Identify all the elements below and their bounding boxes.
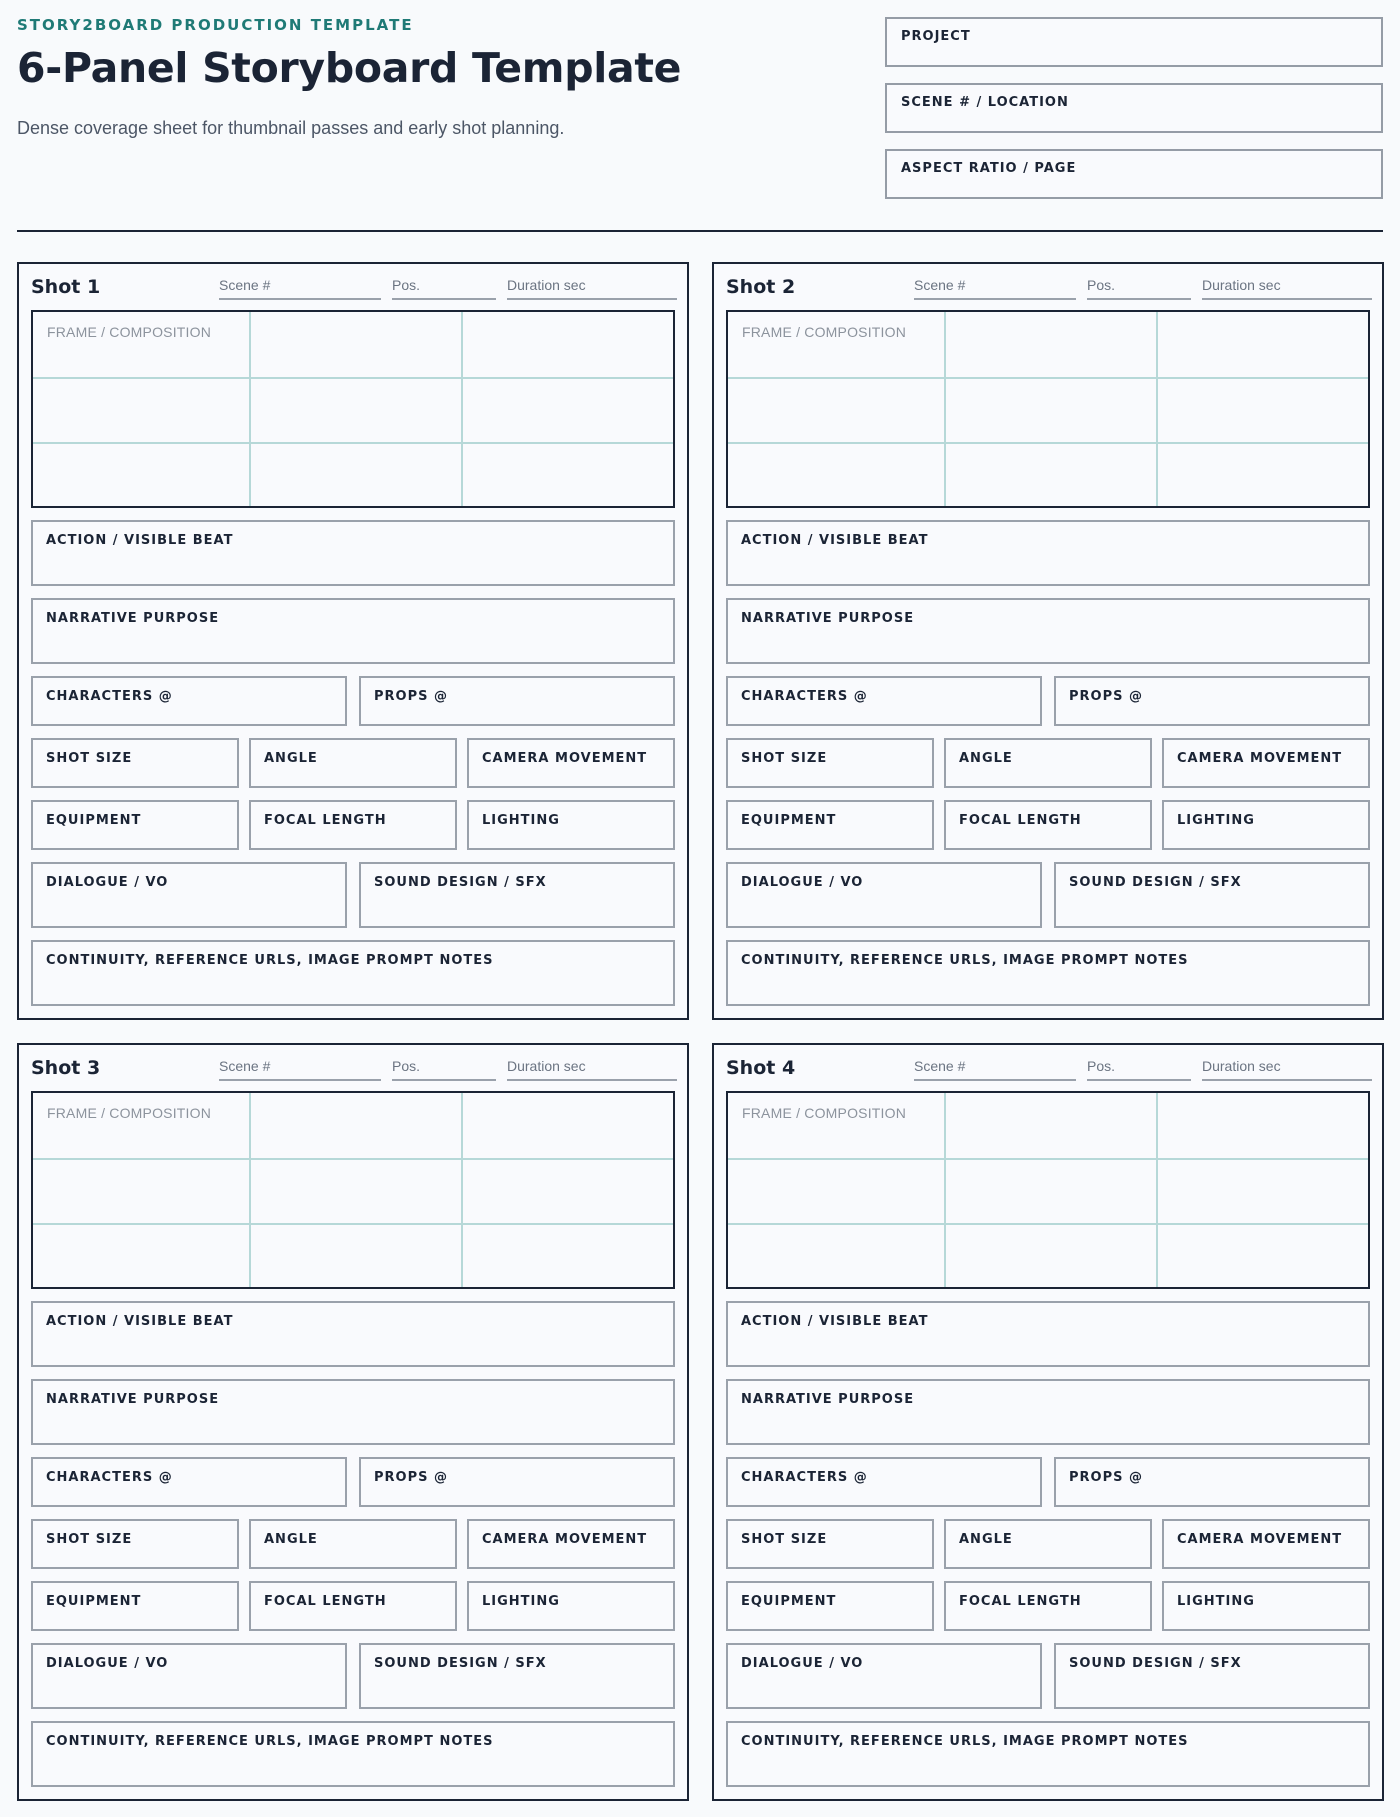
grid-line-vertical xyxy=(1156,312,1158,506)
lighting-field-label: LIGHTING xyxy=(1177,813,1255,828)
shot-size-field[interactable] xyxy=(726,738,934,788)
equipment-field-label: EQUIPMENT xyxy=(741,813,837,828)
props-field-label: PROPS @ xyxy=(374,689,449,704)
action-field[interactable] xyxy=(726,520,1370,586)
aspect-ratio-page-field[interactable] xyxy=(885,149,1383,199)
focal-length-field[interactable] xyxy=(249,800,457,850)
position-field[interactable] xyxy=(392,1055,496,1081)
dialogue-field[interactable] xyxy=(31,862,347,928)
grid-line-horizontal xyxy=(33,1158,673,1160)
grid-line-horizontal xyxy=(33,377,673,379)
angle-field-label: ANGLE xyxy=(264,751,318,766)
grid-line-vertical xyxy=(461,312,463,506)
sound-design-field-label: SOUND DESIGN / SFX xyxy=(374,1656,547,1671)
dialogue-field[interactable] xyxy=(726,862,1042,928)
duration-field[interactable] xyxy=(507,1055,677,1081)
shot-size-field-label: SHOT SIZE xyxy=(46,1532,133,1547)
characters-field-label: CHARACTERS @ xyxy=(46,689,173,704)
dialogue-field[interactable] xyxy=(31,1643,347,1709)
action-field-label: ACTION / VISIBLE BEAT xyxy=(46,1314,234,1329)
narrative-field-label: NARRATIVE PURPOSE xyxy=(741,611,915,626)
shot-size-field-label: SHOT SIZE xyxy=(46,751,133,766)
action-field[interactable] xyxy=(31,520,675,586)
continuity-notes-field-label: CONTINUITY, REFERENCE URLS, IMAGE PROMPT NOTES xyxy=(46,953,494,968)
equipment-field[interactable] xyxy=(31,800,239,850)
sound-design-field-label: SOUND DESIGN / SFX xyxy=(374,875,547,890)
focal-length-field-label: FOCAL LENGTH xyxy=(959,813,1082,828)
camera-movement-field[interactable] xyxy=(1162,1519,1370,1569)
camera-movement-field-label: CAMERA MOVEMENT xyxy=(1177,751,1343,766)
scene-number-field-label: Scene # xyxy=(914,277,966,293)
lighting-field-label: LIGHTING xyxy=(1177,1594,1255,1609)
angle-field-label: ANGLE xyxy=(959,1532,1013,1547)
action-field[interactable] xyxy=(726,1301,1370,1367)
angle-field-label: ANGLE xyxy=(264,1532,318,1547)
camera-movement-field[interactable] xyxy=(1162,738,1370,788)
camera-movement-field[interactable] xyxy=(467,1519,675,1569)
duration-field-label: Duration sec xyxy=(507,277,586,293)
characters-field-label: CHARACTERS @ xyxy=(741,689,868,704)
props-field-label: PROPS @ xyxy=(374,1470,449,1485)
sound-design-field[interactable] xyxy=(359,862,675,928)
template-eyebrow: STORY2BOARD PRODUCTION TEMPLATE xyxy=(17,16,414,34)
shot-panel-2 xyxy=(712,262,1384,1020)
characters-field[interactable] xyxy=(726,676,1042,726)
sound-design-field[interactable] xyxy=(359,1643,675,1709)
duration-field-label: Duration sec xyxy=(507,1058,586,1074)
equipment-field-label: EQUIPMENT xyxy=(741,1594,837,1609)
shot-size-field[interactable] xyxy=(31,738,239,788)
position-field[interactable] xyxy=(392,274,496,300)
continuity-notes-field-label: CONTINUITY, REFERENCE URLS, IMAGE PROMPT NOTES xyxy=(741,1734,1189,1749)
scene-number-field[interactable] xyxy=(219,274,381,300)
narrative-field[interactable] xyxy=(31,1379,675,1445)
dialogue-field[interactable] xyxy=(726,1643,1042,1709)
lighting-field[interactable] xyxy=(1162,800,1370,850)
duration-field-label: Duration sec xyxy=(1202,277,1281,293)
lighting-field-label: LIGHTING xyxy=(482,1594,560,1609)
narrative-field-label: NARRATIVE PURPOSE xyxy=(741,1392,915,1407)
lighting-field-label: LIGHTING xyxy=(482,813,560,828)
scene-number-field[interactable] xyxy=(914,274,1076,300)
narrative-field-label: NARRATIVE PURPOSE xyxy=(46,611,220,626)
action-field[interactable] xyxy=(31,1301,675,1367)
continuity-notes-field[interactable] xyxy=(31,940,675,1006)
scene-number-field-label: Scene # xyxy=(219,277,271,293)
duration-field[interactable] xyxy=(1202,274,1372,300)
continuity-notes-field-label: CONTINUITY, REFERENCE URLS, IMAGE PROMPT NOTES xyxy=(46,1734,494,1749)
grid-line-vertical xyxy=(1156,1093,1158,1287)
camera-movement-field-label: CAMERA MOVEMENT xyxy=(482,1532,648,1547)
equipment-field-label: EQUIPMENT xyxy=(46,1594,142,1609)
grid-line-vertical xyxy=(461,1093,463,1287)
angle-field[interactable] xyxy=(249,738,457,788)
shot-panel-1 xyxy=(17,262,689,1020)
header-divider xyxy=(17,230,1383,232)
frame-composition-label: FRAME / COMPOSITION xyxy=(742,324,907,340)
continuity-notes-field[interactable] xyxy=(726,940,1370,1006)
scene-number-field[interactable] xyxy=(219,1055,381,1081)
shot-size-field[interactable] xyxy=(31,1519,239,1569)
focal-length-field-label: FOCAL LENGTH xyxy=(264,1594,387,1609)
grid-line-vertical xyxy=(249,1093,251,1287)
position-field[interactable] xyxy=(1087,274,1191,300)
frame-composition-area[interactable] xyxy=(726,310,1370,508)
characters-field-label: CHARACTERS @ xyxy=(741,1470,868,1485)
characters-field[interactable] xyxy=(31,676,347,726)
shot-title: Shot 4 xyxy=(726,1057,796,1079)
continuity-notes-field[interactable] xyxy=(31,1721,675,1787)
dialogue-field-label: DIALOGUE / VO xyxy=(741,875,864,890)
lighting-field[interactable] xyxy=(467,1581,675,1631)
position-field-label: Pos. xyxy=(1087,1058,1116,1074)
scene-location-field[interactable] xyxy=(885,83,1383,133)
grid-line-vertical xyxy=(944,312,946,506)
grid-line-horizontal xyxy=(728,442,1368,444)
angle-field[interactable] xyxy=(944,1519,1152,1569)
focal-length-field-label: FOCAL LENGTH xyxy=(959,1594,1082,1609)
shot-title: Shot 1 xyxy=(31,276,101,298)
props-field-label: PROPS @ xyxy=(1069,689,1144,704)
scene-location-field-label: SCENE # / LOCATION xyxy=(901,95,1069,110)
props-field[interactable] xyxy=(359,1457,675,1507)
aspect-ratio-page-field-label: ASPECT RATIO / PAGE xyxy=(901,161,1077,176)
scene-number-field-label: Scene # xyxy=(219,1058,271,1074)
grid-line-horizontal xyxy=(33,1223,673,1225)
dialogue-field-label: DIALOGUE / VO xyxy=(741,1656,864,1671)
equipment-field[interactable] xyxy=(31,1581,239,1631)
project-field-label: PROJECT xyxy=(901,29,971,44)
camera-movement-field-label: CAMERA MOVEMENT xyxy=(482,751,648,766)
frame-composition-area[interactable] xyxy=(31,310,675,508)
position-field-label: Pos. xyxy=(1087,277,1116,293)
page-title: 6-Panel Storyboard Template xyxy=(17,44,682,92)
sound-design-field-label: SOUND DESIGN / SFX xyxy=(1069,875,1242,890)
equipment-field-label: EQUIPMENT xyxy=(46,813,142,828)
props-field[interactable] xyxy=(1054,1457,1370,1507)
duration-field-label: Duration sec xyxy=(1202,1058,1281,1074)
focal-length-field[interactable] xyxy=(944,800,1152,850)
page-header xyxy=(17,14,1383,232)
shot-title: Shot 2 xyxy=(726,276,796,298)
action-field-label: ACTION / VISIBLE BEAT xyxy=(46,533,234,548)
narrative-field[interactable] xyxy=(31,598,675,664)
narrative-field-label: NARRATIVE PURPOSE xyxy=(46,1392,220,1407)
lighting-field[interactable] xyxy=(467,800,675,850)
lighting-field[interactable] xyxy=(1162,1581,1370,1631)
frame-composition-label: FRAME / COMPOSITION xyxy=(47,1105,212,1121)
position-field-label: Pos. xyxy=(392,1058,421,1074)
dialogue-field-label: DIALOGUE / VO xyxy=(46,1656,169,1671)
shot-size-field-label: SHOT SIZE xyxy=(741,1532,828,1547)
position-field-label: Pos. xyxy=(392,277,421,293)
characters-field-label: CHARACTERS @ xyxy=(46,1470,173,1485)
grid-line-vertical xyxy=(249,312,251,506)
narrative-field[interactable] xyxy=(726,1379,1370,1445)
project-field[interactable] xyxy=(885,17,1383,67)
shot-panel-3 xyxy=(17,1043,689,1801)
sound-design-field-label: SOUND DESIGN / SFX xyxy=(1069,1656,1242,1671)
continuity-notes-field-label: CONTINUITY, REFERENCE URLS, IMAGE PROMPT NOTES xyxy=(741,953,1189,968)
props-field[interactable] xyxy=(1054,676,1370,726)
equipment-field[interactable] xyxy=(726,800,934,850)
frame-composition-label: FRAME / COMPOSITION xyxy=(47,324,212,340)
focal-length-field[interactable] xyxy=(944,1581,1152,1631)
camera-movement-field[interactable] xyxy=(467,738,675,788)
camera-movement-field-label: CAMERA MOVEMENT xyxy=(1177,1532,1343,1547)
grid-line-horizontal xyxy=(728,377,1368,379)
frame-composition-area[interactable] xyxy=(726,1091,1370,1289)
duration-field[interactable] xyxy=(507,274,677,300)
action-field-label: ACTION / VISIBLE BEAT xyxy=(741,1314,929,1329)
angle-field[interactable] xyxy=(944,738,1152,788)
dialogue-field-label: DIALOGUE / VO xyxy=(46,875,169,890)
frame-composition-area[interactable] xyxy=(31,1091,675,1289)
focal-length-field[interactable] xyxy=(249,1581,457,1631)
duration-field[interactable] xyxy=(1202,1055,1372,1081)
shot-panel-4 xyxy=(712,1043,1384,1801)
frame-composition-label: FRAME / COMPOSITION xyxy=(742,1105,907,1121)
sound-design-field[interactable] xyxy=(1054,862,1370,928)
action-field-label: ACTION / VISIBLE BEAT xyxy=(741,533,929,548)
position-field[interactable] xyxy=(1087,1055,1191,1081)
grid-line-vertical xyxy=(944,1093,946,1287)
scene-number-field[interactable] xyxy=(914,1055,1076,1081)
shot-title: Shot 3 xyxy=(31,1057,101,1079)
equipment-field[interactable] xyxy=(726,1581,934,1631)
sound-design-field[interactable] xyxy=(1054,1643,1370,1709)
shot-size-field-label: SHOT SIZE xyxy=(741,751,828,766)
grid-line-horizontal xyxy=(728,1223,1368,1225)
grid-line-horizontal xyxy=(728,1158,1368,1160)
grid-line-horizontal xyxy=(33,442,673,444)
shot-size-field[interactable] xyxy=(726,1519,934,1569)
page-subtitle: Dense coverage sheet for thumbnail passes and early shot planning. xyxy=(17,118,565,138)
narrative-field[interactable] xyxy=(726,598,1370,664)
focal-length-field-label: FOCAL LENGTH xyxy=(264,813,387,828)
angle-field[interactable] xyxy=(249,1519,457,1569)
props-field-label: PROPS @ xyxy=(1069,1470,1144,1485)
scene-number-field-label: Scene # xyxy=(914,1058,966,1074)
angle-field-label: ANGLE xyxy=(959,751,1013,766)
characters-field[interactable] xyxy=(31,1457,347,1507)
characters-field[interactable] xyxy=(726,1457,1042,1507)
continuity-notes-field[interactable] xyxy=(726,1721,1370,1787)
props-field[interactable] xyxy=(359,676,675,726)
